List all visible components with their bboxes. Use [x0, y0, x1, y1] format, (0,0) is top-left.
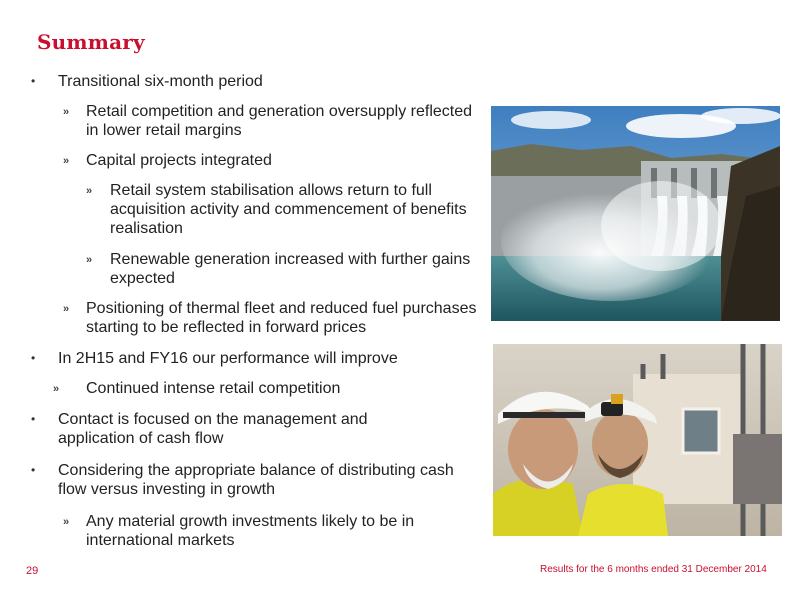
- bullet-marker: »: [63, 516, 70, 528]
- bullet-text: Continued intense retail competition: [86, 380, 341, 397]
- bullet-item: [31, 461, 468, 499]
- bullet-item: [31, 72, 478, 91]
- bullet-item: [31, 410, 438, 448]
- bullet-text: Any material growth investments likely to be in international markets: [86, 513, 415, 549]
- dam-photo: [491, 106, 780, 321]
- bullet-marker: •: [31, 351, 36, 365]
- bullet-item: [86, 181, 475, 238]
- slide-title: Summary: [37, 30, 145, 54]
- bullet-marker: »: [63, 303, 70, 315]
- bullet-text: Capital projects integrated: [86, 152, 272, 169]
- bullet-marker: »: [63, 155, 70, 167]
- bullet-text: Contact is focused on the management and application of cash flow: [58, 411, 368, 447]
- bullet-text: Positioning of thermal fleet and reduced fuel purchases starting to be reflected in forward prices: [86, 300, 477, 336]
- bullet-text: Retail system stabilisation allows return to full acquisition activity and commencement of benefits realisation: [110, 182, 467, 237]
- page-number: 29: [26, 565, 39, 577]
- bullet-item: [63, 512, 476, 550]
- bullet-item: [31, 349, 478, 368]
- bullet-item: [86, 250, 475, 288]
- bullet-text: Transitional six-month period: [58, 73, 263, 90]
- bullet-marker: »: [53, 383, 60, 395]
- bullet-text: Renewable generation increased with further gains expected: [110, 251, 471, 287]
- bullet-item: [63, 102, 476, 140]
- bullet-item: [63, 299, 496, 337]
- bullet-text: In 2H15 and FY16 our performance will improve: [58, 350, 398, 367]
- workers-photo: [493, 344, 782, 536]
- bullet-text: Retail competition and generation oversupply reflected in lower retail margins: [86, 103, 473, 139]
- bullet-marker: »: [86, 254, 93, 266]
- bullet-text: Considering the appropriate balance of distributing cash flow versus investing in growth: [58, 462, 454, 498]
- bullet-marker: •: [31, 74, 36, 88]
- bullet-marker: »: [63, 106, 70, 118]
- bullet-marker: •: [31, 412, 36, 426]
- bullet-marker: •: [31, 463, 36, 477]
- footer-caption: Results for the 6 months ended 31 December 2014: [540, 564, 767, 575]
- bullet-marker: »: [86, 185, 93, 197]
- bullet-item: [53, 379, 476, 398]
- bullet-item: [63, 151, 476, 170]
